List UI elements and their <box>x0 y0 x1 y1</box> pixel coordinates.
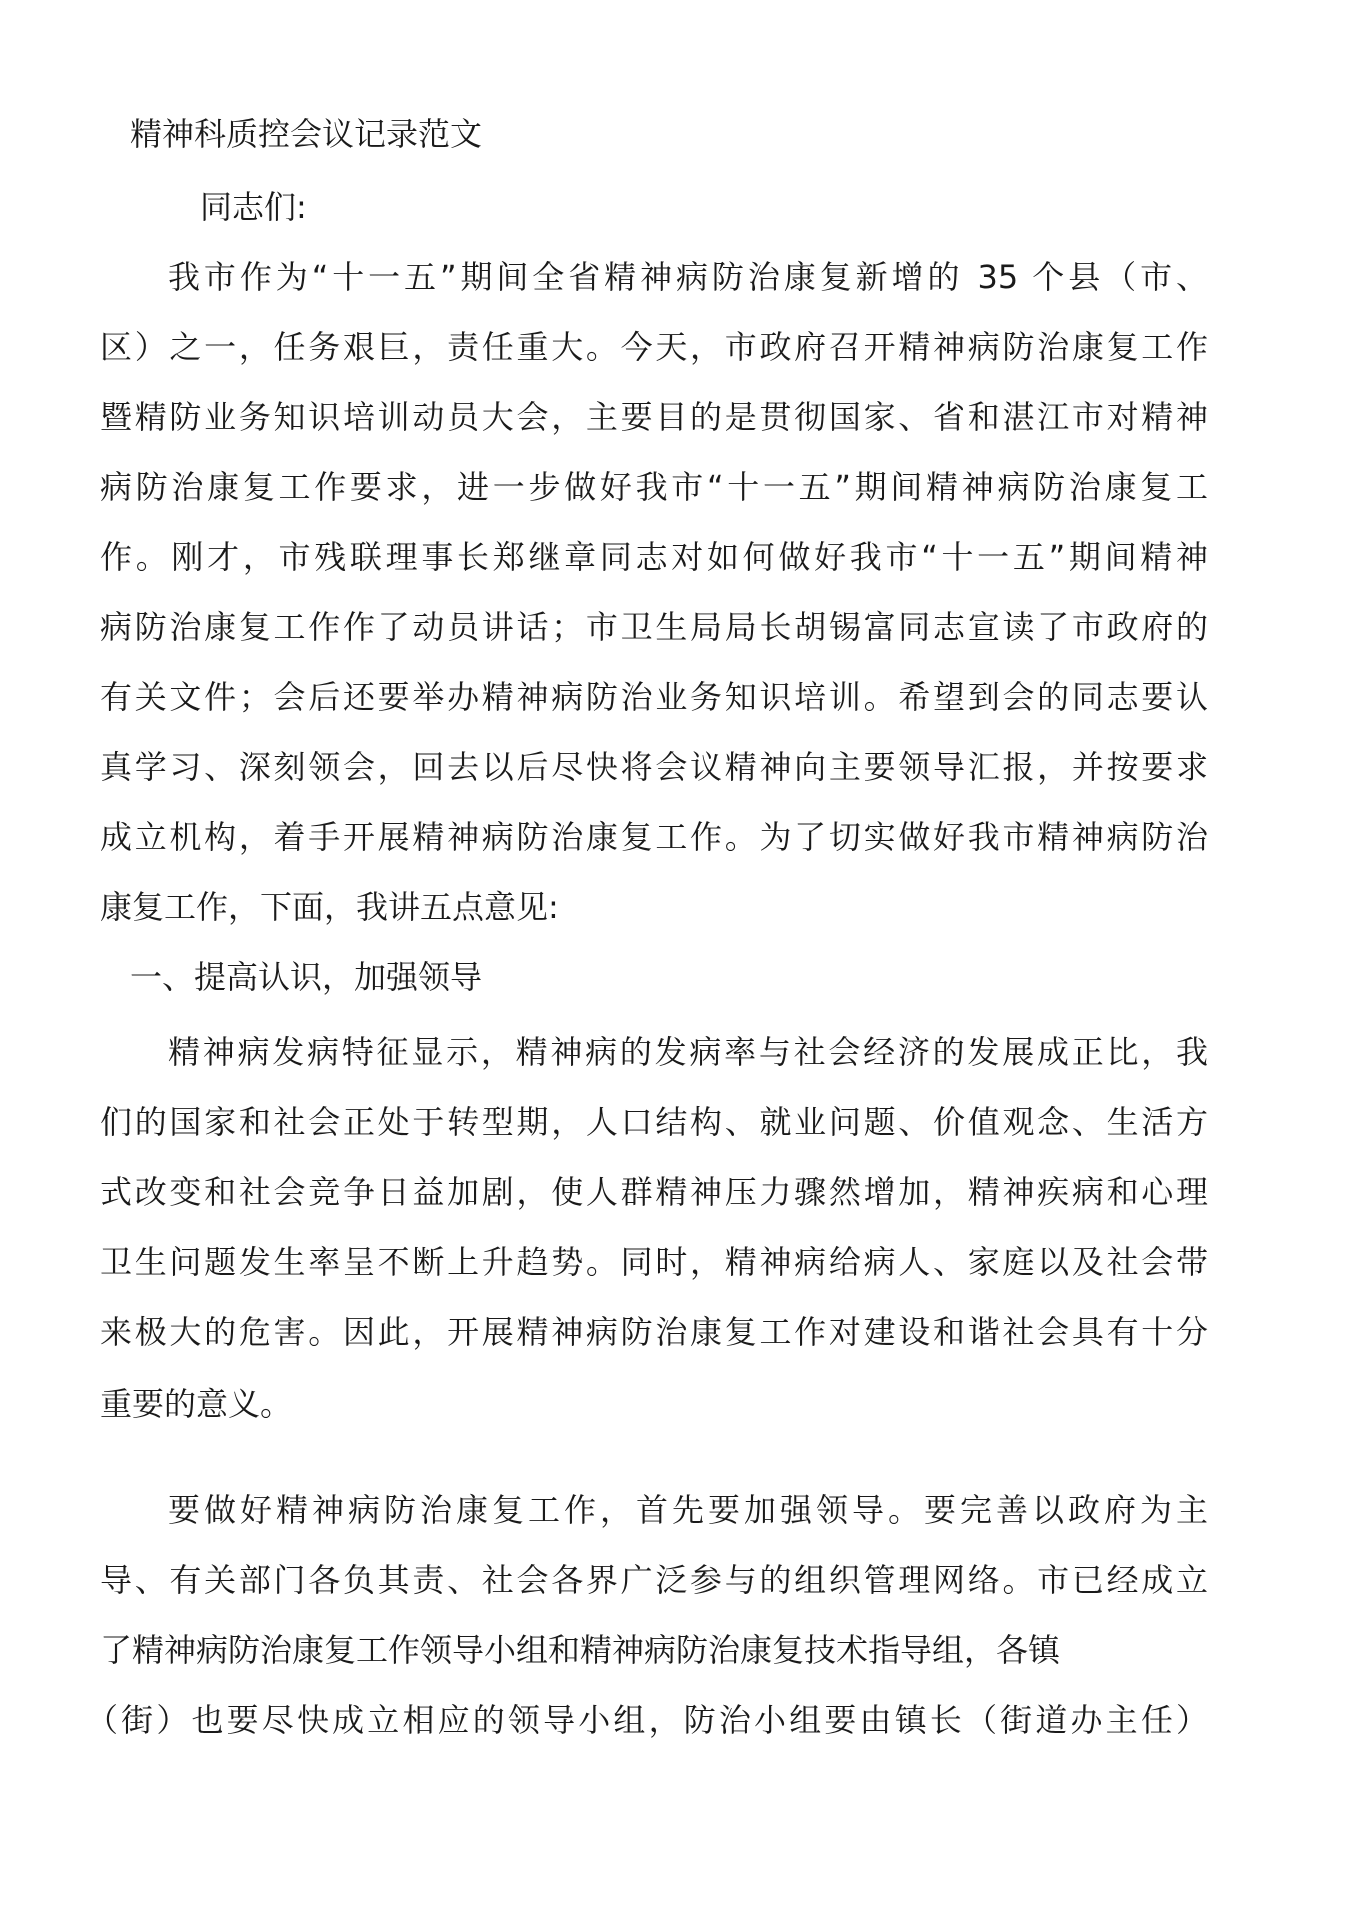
paragraph-3-line: （街）也要尽快成立相应的领导小组，防治小组要由镇长（街道办主任） <box>86 1701 1208 1739</box>
paragraph-1-line: 康复工作，下面，我讲五点意见: <box>100 888 559 926</box>
paragraph-2-line: 来极大的危害。因此，开展精神病防治康复工作对建设和谐社会具有十分 <box>100 1313 1208 1351</box>
paragraph-1-line: 暨精防业务知识培训动员大会，主要目的是贯彻国家、省和湛江市对精神 <box>100 398 1208 436</box>
paragraph-3-line: 了精神病防治康复工作领导小组和精神病防治康复技术指导组，各镇 <box>100 1631 1061 1669</box>
paragraph-1-line: 真学习、深刻领会，回去以后尽快将会议精神向主要领导汇报，并按要求 <box>100 748 1208 786</box>
paragraph-1-line: 区）之一，任务艰巨，责任重大。今天，市政府召开精神病防治康复工作 <box>100 328 1208 366</box>
paragraph-2-line: 式改变和社会竞争日益加剧，使人群精神压力骤然增加，精神疾病和心理 <box>100 1173 1208 1211</box>
paragraph-1-line: 作。刚才，市残联理事长郑继章同志对如何做好我市“十一五”期间精神 <box>100 538 1208 576</box>
section-heading: 一、提高认识，加强领导 <box>130 958 483 996</box>
paragraph-2-line: 精神病发病特征显示，精神病的发病率与社会经济的发展成正比，我 <box>168 1033 1208 1071</box>
paragraph-1-line: 成立机构，着手开展精神病防治康复工作。为了切实做好我市精神病防治 <box>100 818 1208 856</box>
paragraph-2-line: 重要的意义。 <box>100 1385 293 1423</box>
paragraph-1-line: 病防治康复工作作了动员讲话；市卫生局局长胡锡富同志宣读了市政府的 <box>100 608 1208 646</box>
paragraph-2-line: 们的国家和社会正处于转型期，人口结构、就业问题、价值观念、生活方 <box>100 1103 1208 1141</box>
paragraph-3-line: 导、有关部门各负其责、社会各界广泛参与的组织管理网络。市已经成立 <box>100 1561 1208 1599</box>
salutation: 同志们: <box>200 188 307 226</box>
paragraph-1-line: 有关文件；会后还要举办精神病防治业务知识培训。希望到会的同志要认 <box>100 678 1208 716</box>
paragraph-2-line: 卫生问题发生率呈不断上升趋势。同时，精神病给病人、家庭以及社会带 <box>100 1243 1208 1281</box>
paragraph-3-line: 要做好精神病防治康复工作，首先要加强领导。要完善以政府为主 <box>168 1491 1208 1529</box>
paragraph-1-line: 病防治康复工作要求，进一步做好我市“十一五”期间精神病防治康复工 <box>100 468 1208 506</box>
paragraph-1-line: 我市作为“十一五”期间全省精神病防治康复新增的 35 个县（市、 <box>168 258 1208 296</box>
document-title: 精神科质控会议记录范文 <box>130 115 483 153</box>
